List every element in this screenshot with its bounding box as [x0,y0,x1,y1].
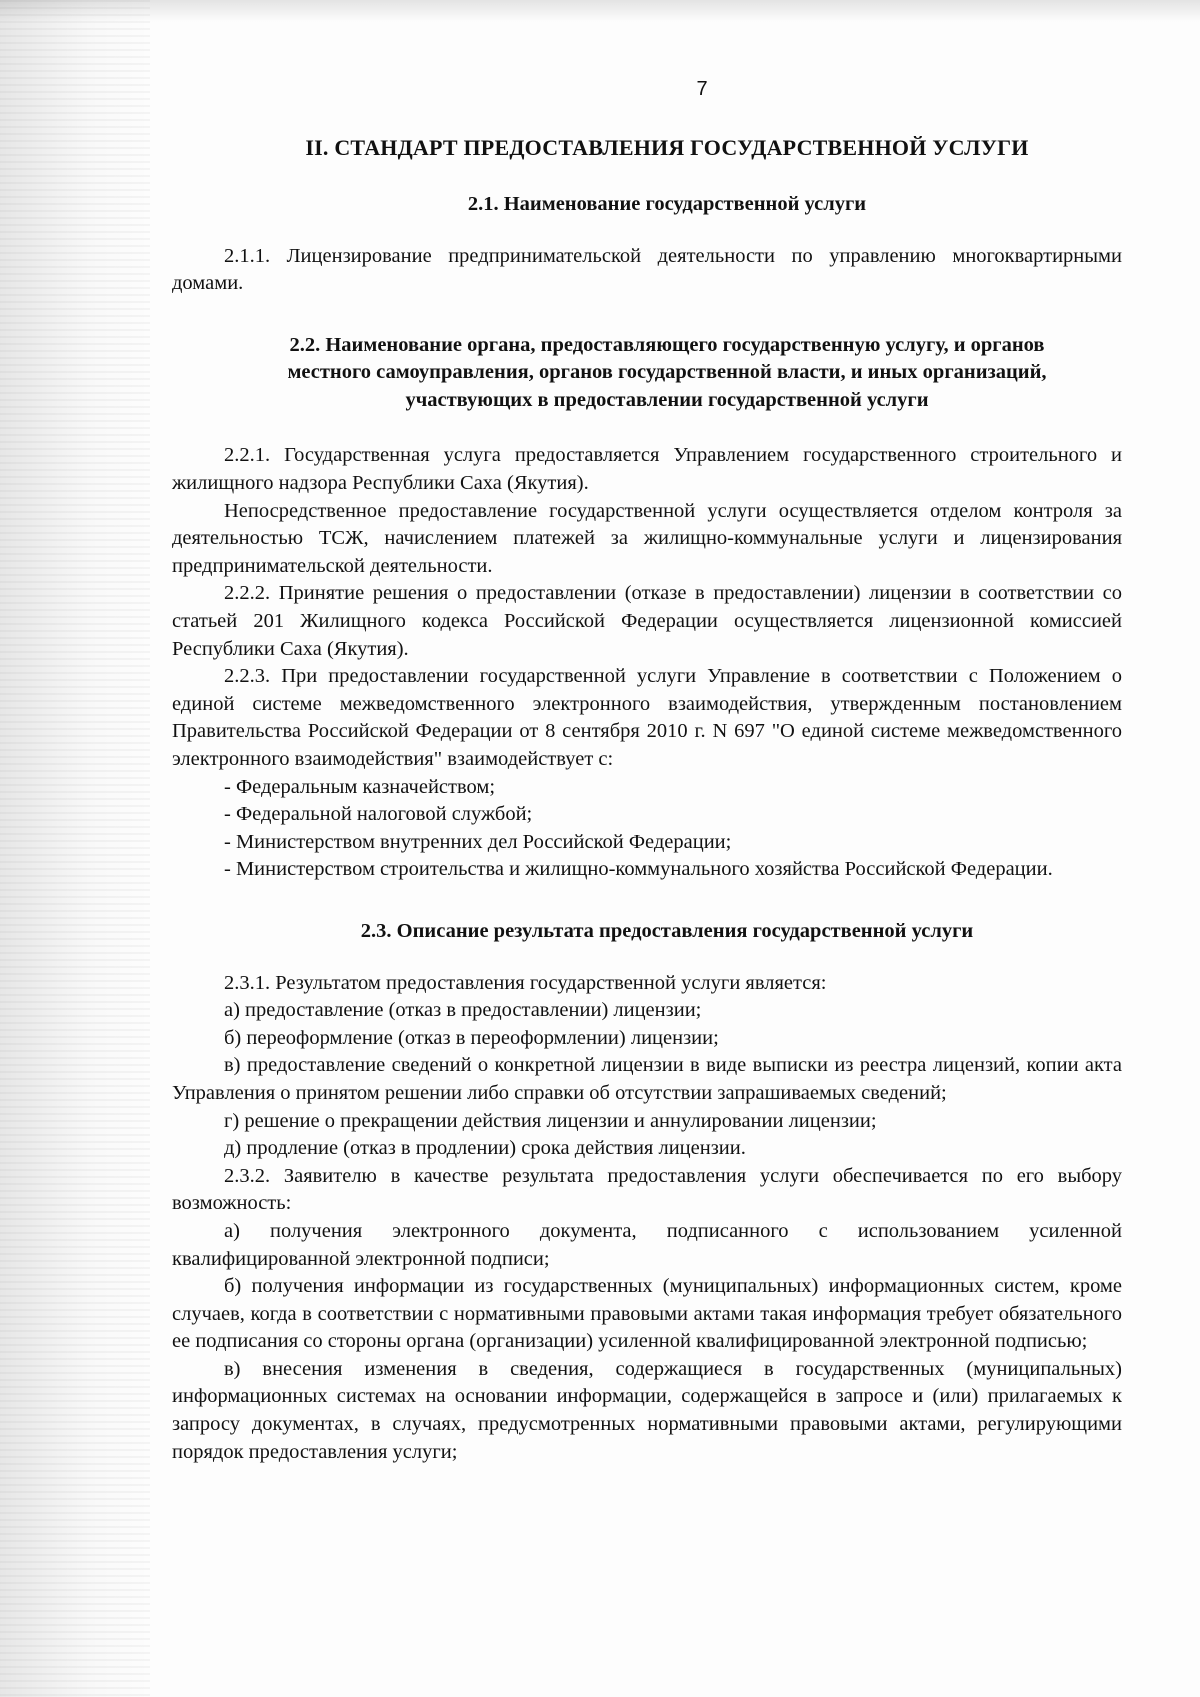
subsection-2-2-title-line: участвующих в предоставлении государственной услуги [405,388,929,411]
list-item: - Министерством строительства и жилищно-коммунального хозяйства Российской Федерации. [224,858,1053,881]
paragraph-2-2-1: 2.2.1. Государственная услуга предоставляется Управлением государственного строительного и жилищного надзора Республики Саха (Якутия). [172,444,1122,495]
list-item: а) предоставление (отказ в предоставлении) лицензии; [224,999,702,1022]
scan-noise-left [0,0,150,1697]
list-item: г) решение о прекращении действия лицензии и аннулировании лицензии; [224,1109,877,1132]
paragraph-2-2-2: 2.2.2. Принятие решения о предоставлении (отказе в предоставлении) лицензии в соответствии со статьей 201 Жилищного кодекса Российской Федерации осуществляется лицензионной комиссией Республики Саха (Якутия). [172,582,1122,660]
list-item: а) получения электронного документа, подписанного с использованием усиленной квалифицированной электронной подписи; [172,1219,1122,1270]
scan-noise-top [0,0,1200,22]
list-item: б) получения информации из государственных (муниципальных) информационных систем, кроме случаев, когда в соответствии с нормативными правовыми актами такая информация требует обязательного ее подписания со стороны органа (организации) усиленной квалифицированной электронной подписью; [172,1275,1122,1353]
subsection-2-2-title [172,332,1122,415]
section-title: II. СТАНДАРТ ПРЕДОСТАВЛЕНИЯ ГОСУДАРСТВЕННОЙ УСЛУГИ [305,134,1029,160]
paragraph-2-3-2: 2.3.2. Заявителю в качестве результата предоставления услуги обеспечивается по его выбору возможность: [172,1164,1122,1215]
list-item: - Министерством внутренних дел Российской Федерации; [224,830,732,853]
subsection-2-2-title-line: 2.2. Наименование органа, предоставляющего государственную услугу, и органов [289,333,1045,356]
list-item: б) переоформление (отказ в переоформлении) лицензии; [224,1026,719,1049]
paragraph-2-1-1: 2.1.1. Лицензирование предпринимательской деятельности по управлению многоквартирными домами. [172,244,1122,295]
list-item: - Федеральной налоговой службой; [224,803,533,826]
subsection-2-1-title: 2.1. Наименование государственной услуги [467,193,867,216]
subsection-2-3-title: 2.3. Описание результата предоставления государственной услуги [360,919,974,942]
page-number: 7 [696,78,708,100]
list-item: в) внесения изменения в сведения, содержащиеся в государственных (муниципальных) информационных системах на основании информации, содержащейся в запросе и (или) прилагаемых к запросу документах, в случаях, предусмотренных нормативными правовыми актами, регулирующими порядок предоставления услуги; [172,1357,1122,1463]
subsection-2-2-title-line: местного самоуправления, органов государственной власти, и иных организаций, [287,361,1047,384]
list-item: в) предоставление сведений о конкретной лицензии в виде выписки из реестра лицензий, копии акта Управления о принятом решении либо справки об отсутствии запрашиваемых сведений; [172,1054,1122,1104]
paragraph-2-2-3: 2.2.3. При предоставлении государственной услуги Управление в соответствии с Положением о единой системе межведомственного электронного взаимодействия, утвержденным постановлением Правительства Российской Федерации от 8 сентября 2010 г. N 697 "О единой системе межведомственного электронного взаимодействия" взаимодействует с: [172,665,1122,770]
paragraph-2-2-1-direct: Непосредственное предоставление государственной услуги осуществляется отделом контроля за деятельностью ТСЖ, начислением платежей за жилищно-коммунальные услуги и лицензирования предпринимательской деятельности. [172,499,1122,577]
document-body [172,70,1122,1466]
list-item: - Федеральным казначейством; [224,775,496,798]
paragraph-2-3-1: 2.3.1. Результатом предоставления государственной услуги является: [224,971,827,994]
list-item: д) продление (отказ в продлении) срока действия лицензии. [224,1137,746,1160]
